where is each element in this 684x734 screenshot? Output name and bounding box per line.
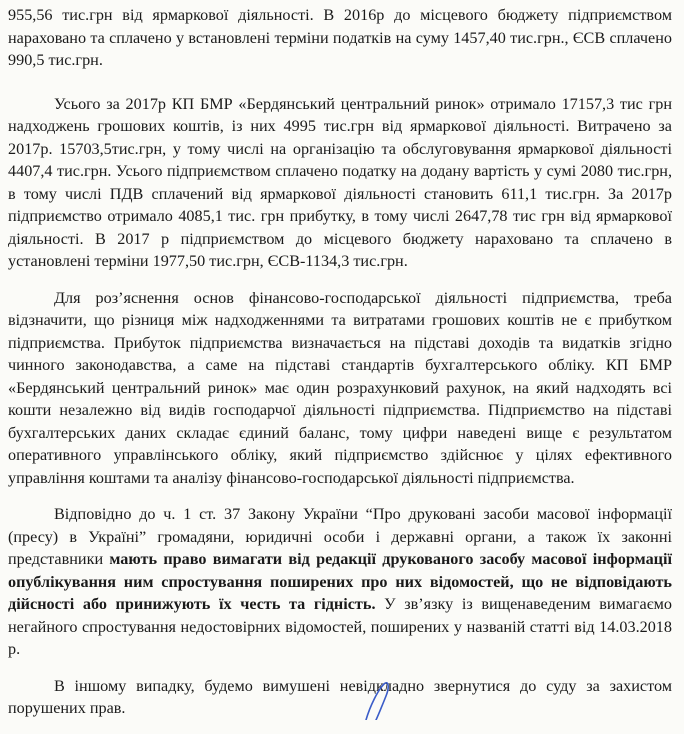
paragraph-5-text: В іншому випадку, будемо вимушені невідкладно звернутися до суду за захистом порушених прав. [8,676,672,717]
paragraph-3-text: Для роз’яснення основ фінансово-господарської діяльності підприємства, треба відзначити, що різниця між надходженнями та витратами грошових коштів не є прибутком підприємства. Прибуток підприємства визначається на підставі доходів та видатків згідно чинного законодавства, а саме на підставі стандартів бухгалтерського обліку. КП БМР «Бердянський центральний ринок» має один розрахунковий рахунок, на який надходять всі кошти незалежно від видів господарчої діяльності підприємства. Підприємство на підставі бухгалтерських даних складає єдиний баланс, тому цифри наведені вище є результатом оперативного управлінського обліку, який підприємство здійснює у цілях ефективного управління коштами та аналізу фінансово-господарської діяльності підприємства. [8,288,672,487]
paragraph-4 [8,503,672,661]
paragraph-2 [8,93,672,273]
paragraph-1 [8,4,672,72]
signature-mark [352,676,432,720]
paragraph-3 [8,287,672,490]
paragraph-4-bold-text: мають право вимагати від редакції друкованого засобу масової інформації опублікування ним спростування поширених про них відомостей, що не відповідають дійсності або принижують їх честь та гідність. [8,550,672,613]
paragraph-5 [8,675,672,720]
document-body [8,4,672,734]
paragraph-4-text-outro: У зв’язку із вищенаведеним вимагаємо негайного спростування недостовірних відомостей, поширених у названій статті від 14.03.2018 р. [8,595,672,658]
paragraph-1-text: 955,56 тис.грн від ярмаркової діяльності. В 2016р до місцевого бюджету підприємством нараховано та сплачено у встановлені терміни податків на суму 1457,40 тис.грн., ЄСВ сплачено 990,5 тис.грн. [8,6,672,69]
paragraph-4-text-intro: Відповідно до ч. 1 ст. 37 Закону України “Про друковані засоби масової інформації (пресу) в Україні” громадяни, юридичні особи і державні органи, а також їх законні представники [8,505,672,568]
paragraph-2-text: Усього за 2017р КП БМР «Бердянський центральний ринок» отримало 17157,3 тис грн надходжень грошових коштів, із них 4995 тис.грн від ярмаркової діяльності. Витрачено за 2017р. 15703,5тис.грн, у тому числі на організацію та обслуговування ярмаркової діяльності 4407,4 тис.грн. Усього підприємством сплачено податку на додану вартість у сумі 2080 тис.грн, в тому числі ПДВ сплачений від ярмаркової діяльності становить 611,1 тис.грн. За 2017р підприємство отримало 4085,1 тис. грн прибутку, в тому числі 2647,78 тис грн від ярмаркової діяльності. В 2017 р підприємством до місцевого бюджету нараховано та сплачено в установлені терміни 1977,50 тис.грн, ЄСВ-1134,3 тис.грн. [8,94,672,270]
signature-stroke [366,683,388,720]
